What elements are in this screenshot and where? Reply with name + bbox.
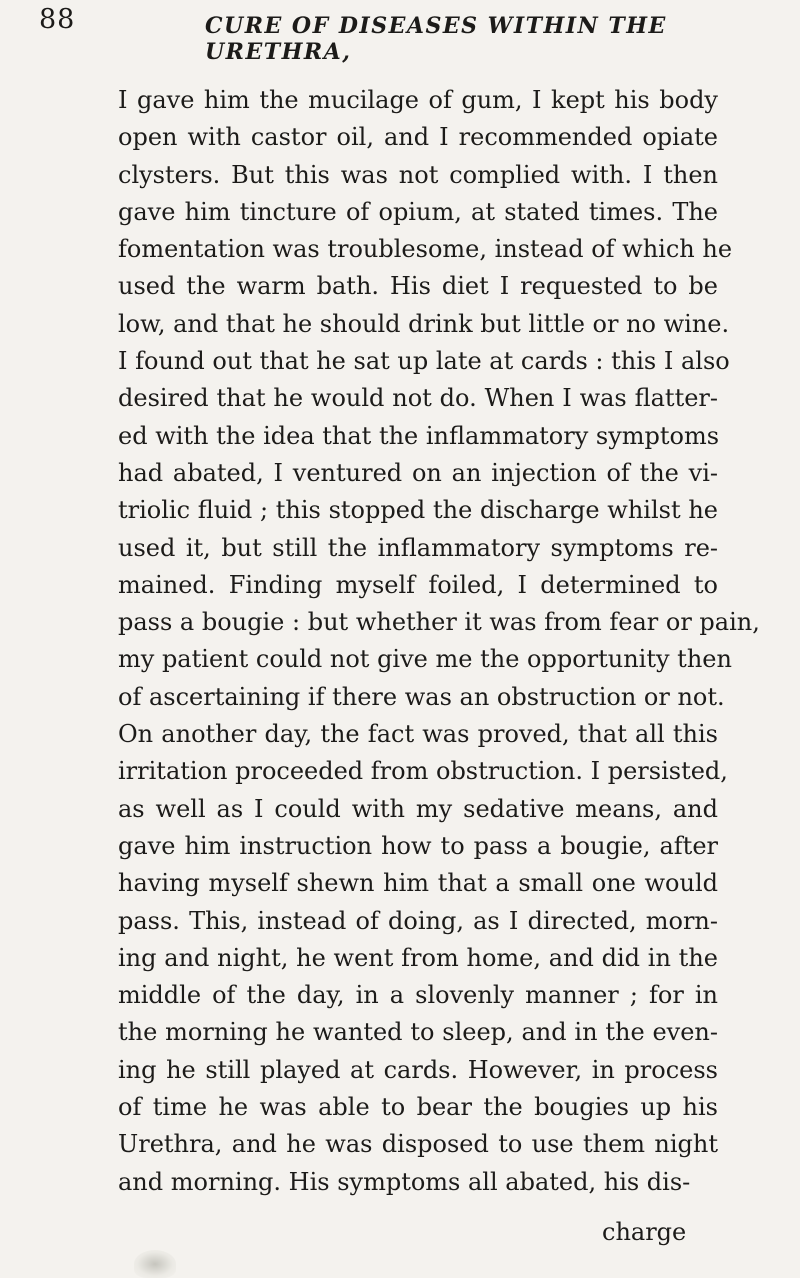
running-title: CURE OF DISEASES WITHIN THE URETHRA, (205, 13, 667, 65)
text-line: ing he still played at cards. However, in process (118, 1055, 718, 1084)
text-line: and morning. His symptoms all abated, his dis- (118, 1167, 691, 1196)
text-line: gave him instruction how to pass a bougie, after (118, 831, 718, 860)
text-line: Urethra, and he was disposed to use them night (118, 1130, 718, 1159)
text-line: middle of the day, in a slovenly manner ; for in (118, 981, 718, 1010)
text-line: mained. Finding myself foiled, I determined to (118, 570, 718, 599)
text-line: low, and that he should drink but little or no wine. (118, 309, 730, 338)
text-line: pass a bougie : but whether it was from fear or pain, (118, 608, 760, 637)
text-line: of time he was able to bear the bougies up his (118, 1093, 718, 1122)
text-line: used the warm bath. His diet I requested to be (118, 272, 718, 301)
text-line: desired that he would not do. When I was flatter- (118, 384, 718, 413)
text-line: open with castor oil, and I recommended opiate (118, 123, 718, 152)
text-line: ing and night, he went from home, and did in the (118, 943, 718, 972)
ink-smudge (134, 1250, 176, 1278)
body-text (118, 82, 760, 1201)
text-line: On another day, the fact was proved, that all this (118, 720, 718, 749)
text-line: fomentation was troublesome, instead of which he (118, 235, 733, 264)
text-line: of ascertaining if there was an obstruction or not. (118, 682, 725, 711)
text-line: had abated, I ventured on an injection of the vi- (118, 458, 718, 487)
text-line: pass. This, instead of doing, as I directed, morn- (118, 906, 718, 935)
text-line: my patient could not give me the opportunity then (118, 645, 732, 674)
text-line: as well as I could with my sedative means, and (118, 794, 718, 823)
text-line: irritation proceeded from obstruction. I persisted, (118, 757, 728, 786)
text-line: used it, but still the inflammatory symptoms re- (118, 533, 718, 562)
text-line: gave him tincture of opium, at stated times. The (118, 197, 718, 226)
text-line: I found out that he sat up late at cards : this I also (118, 347, 730, 376)
text-line: ed with the idea that the inflammatory symptoms (118, 421, 720, 450)
text-line: triolic fluid ; this stopped the discharge whilst he (118, 496, 718, 525)
page-number: 88 (39, 4, 76, 35)
text-line: clysters. But this was not complied with. I then (118, 160, 718, 189)
catchword: charge (602, 1218, 687, 1246)
text-line: the morning he wanted to sleep, and in the even- (118, 1018, 718, 1047)
text-line: having myself shewn him that a small one would (118, 869, 718, 898)
text-line: I gave him the mucilage of gum, I kept his body (118, 86, 718, 114)
